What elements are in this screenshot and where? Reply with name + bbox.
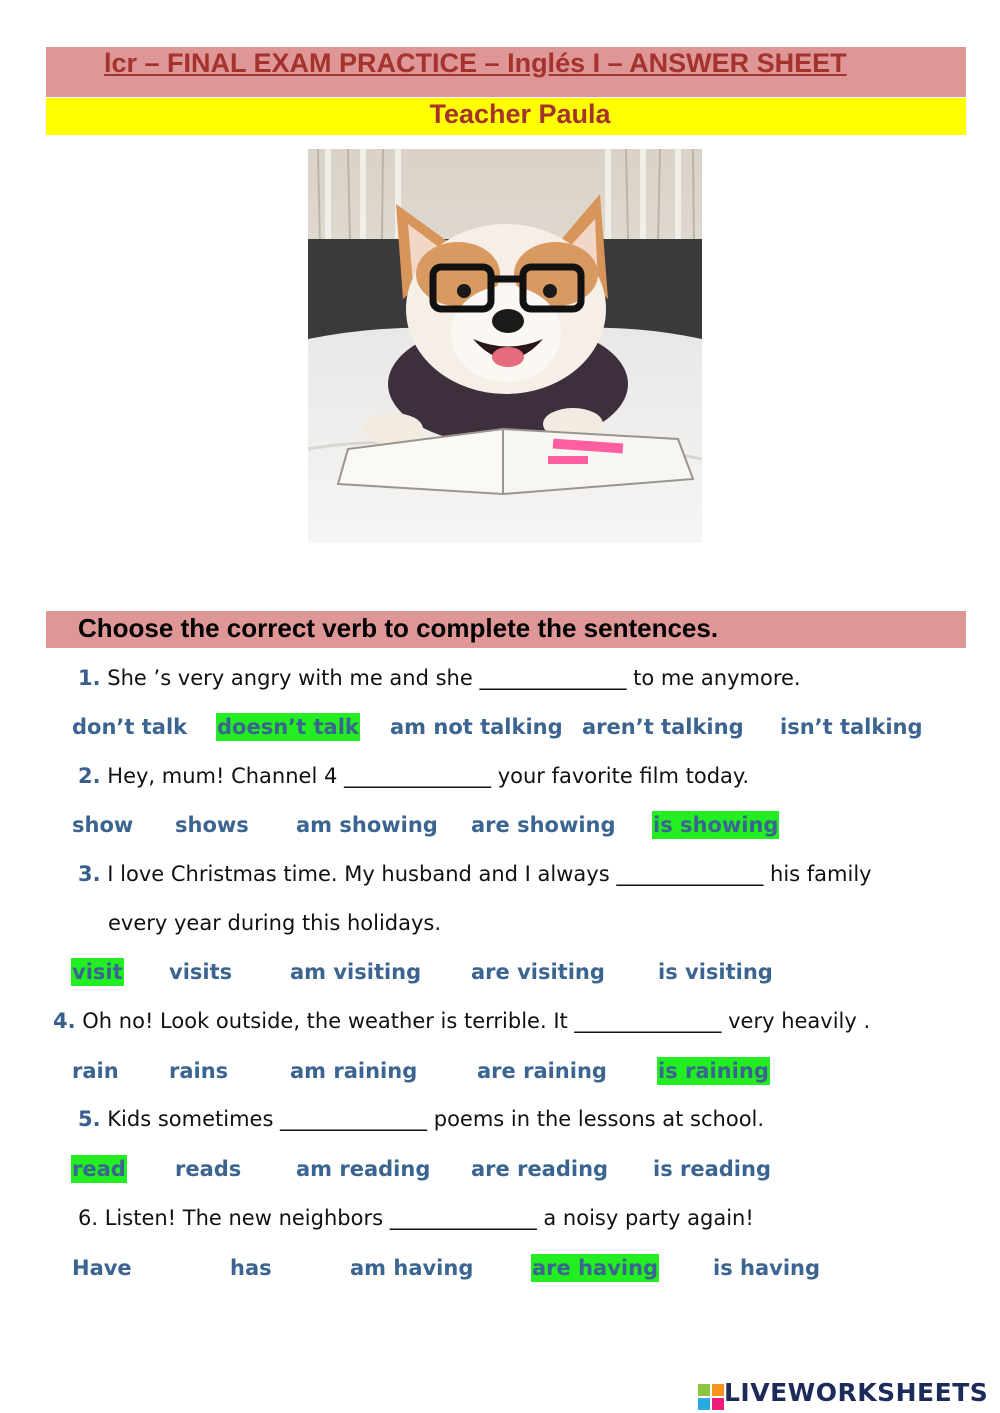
- instruction-text: Choose the correct verb to complete the sentences.: [78, 613, 719, 643]
- option-am-not-talking[interactable]: am not talking: [390, 715, 563, 739]
- logo-text: LIVEWORKSHEETS: [724, 1378, 989, 1407]
- liveworksheets-logo: [698, 1378, 988, 1412]
- option-rains[interactable]: rains: [169, 1059, 229, 1083]
- option-am-raining[interactable]: am raining: [290, 1059, 418, 1083]
- question-text: Oh no! Look outside, the weather is terrible. It ______________ very heavily .: [82, 1009, 871, 1033]
- question-text: She ’s very angry with me and she ______________ to me anymore.: [107, 666, 801, 690]
- question-number: 6.: [78, 1206, 99, 1230]
- option-is-raining-correct[interactable]: is raining: [658, 1059, 769, 1083]
- question-number: 2.: [78, 764, 101, 788]
- option-show[interactable]: show: [72, 813, 134, 837]
- question-4: [53, 1009, 870, 1033]
- option-am-reading[interactable]: am reading: [296, 1157, 431, 1181]
- option-has[interactable]: has: [230, 1256, 272, 1280]
- teacher-name: Teacher Paula: [429, 99, 611, 129]
- question-6: [78, 1206, 754, 1230]
- option-is-reading[interactable]: is reading: [653, 1157, 771, 1181]
- option-are-having-correct[interactable]: are having: [532, 1256, 659, 1280]
- question-text: I love Christmas time. My husband and I always ______________ his family: [107, 862, 872, 886]
- option-doesnt-talk-correct[interactable]: doesn’t talk: [217, 715, 359, 739]
- question-3-continuation: every year during this holidays.: [108, 911, 442, 935]
- question-number: 1.: [78, 666, 101, 690]
- option-shows[interactable]: shows: [175, 813, 249, 837]
- option-are-showing[interactable]: are showing: [471, 813, 616, 837]
- option-visit-correct[interactable]: visit: [72, 960, 123, 984]
- dog-reading-photo: [308, 149, 702, 543]
- option-is-visiting[interactable]: is visiting: [658, 960, 773, 984]
- option-isnt-talking[interactable]: isn’t talking: [780, 715, 923, 739]
- option-dont-talk[interactable]: don’t talk: [72, 715, 188, 739]
- option-have[interactable]: Have: [72, 1256, 132, 1280]
- option-are-visiting[interactable]: are visiting: [471, 960, 605, 984]
- option-arent-talking[interactable]: aren’t talking: [582, 715, 744, 739]
- question-5: [78, 1107, 764, 1131]
- option-are-raining[interactable]: are raining: [477, 1059, 607, 1083]
- option-is-having[interactable]: is having: [713, 1256, 820, 1280]
- question-2: [78, 764, 749, 788]
- option-is-showing-correct[interactable]: is showing: [653, 813, 779, 837]
- option-am-showing[interactable]: am showing: [296, 813, 438, 837]
- question-1: [78, 666, 801, 690]
- option-are-reading[interactable]: are reading: [471, 1157, 609, 1181]
- question-text: Listen! The new neighbors ______________ a noisy party again!: [104, 1206, 754, 1230]
- option-am-having[interactable]: am having: [350, 1256, 474, 1280]
- option-reads[interactable]: reads: [175, 1157, 242, 1181]
- question-number: 4.: [53, 1009, 76, 1033]
- question-number: 5.: [78, 1107, 101, 1131]
- option-visits[interactable]: visits: [169, 960, 233, 984]
- question-number: 3.: [78, 862, 101, 886]
- option-rain[interactable]: rain: [72, 1059, 119, 1083]
- question-3: [78, 862, 872, 886]
- question-text: Hey, mum! Channel 4 ______________ your favorite film today.: [107, 764, 750, 788]
- question-text: Kids sometimes ______________ poems in the lessons at school.: [107, 1107, 765, 1131]
- page-title: lcr – FINAL EXAM PRACTICE – Inglés I – ANSWER SHEET: [104, 48, 847, 78]
- option-read-correct[interactable]: read: [72, 1157, 126, 1181]
- option-am-visiting[interactable]: am visiting: [290, 960, 422, 984]
- logo-grid-icon: [698, 1384, 724, 1410]
